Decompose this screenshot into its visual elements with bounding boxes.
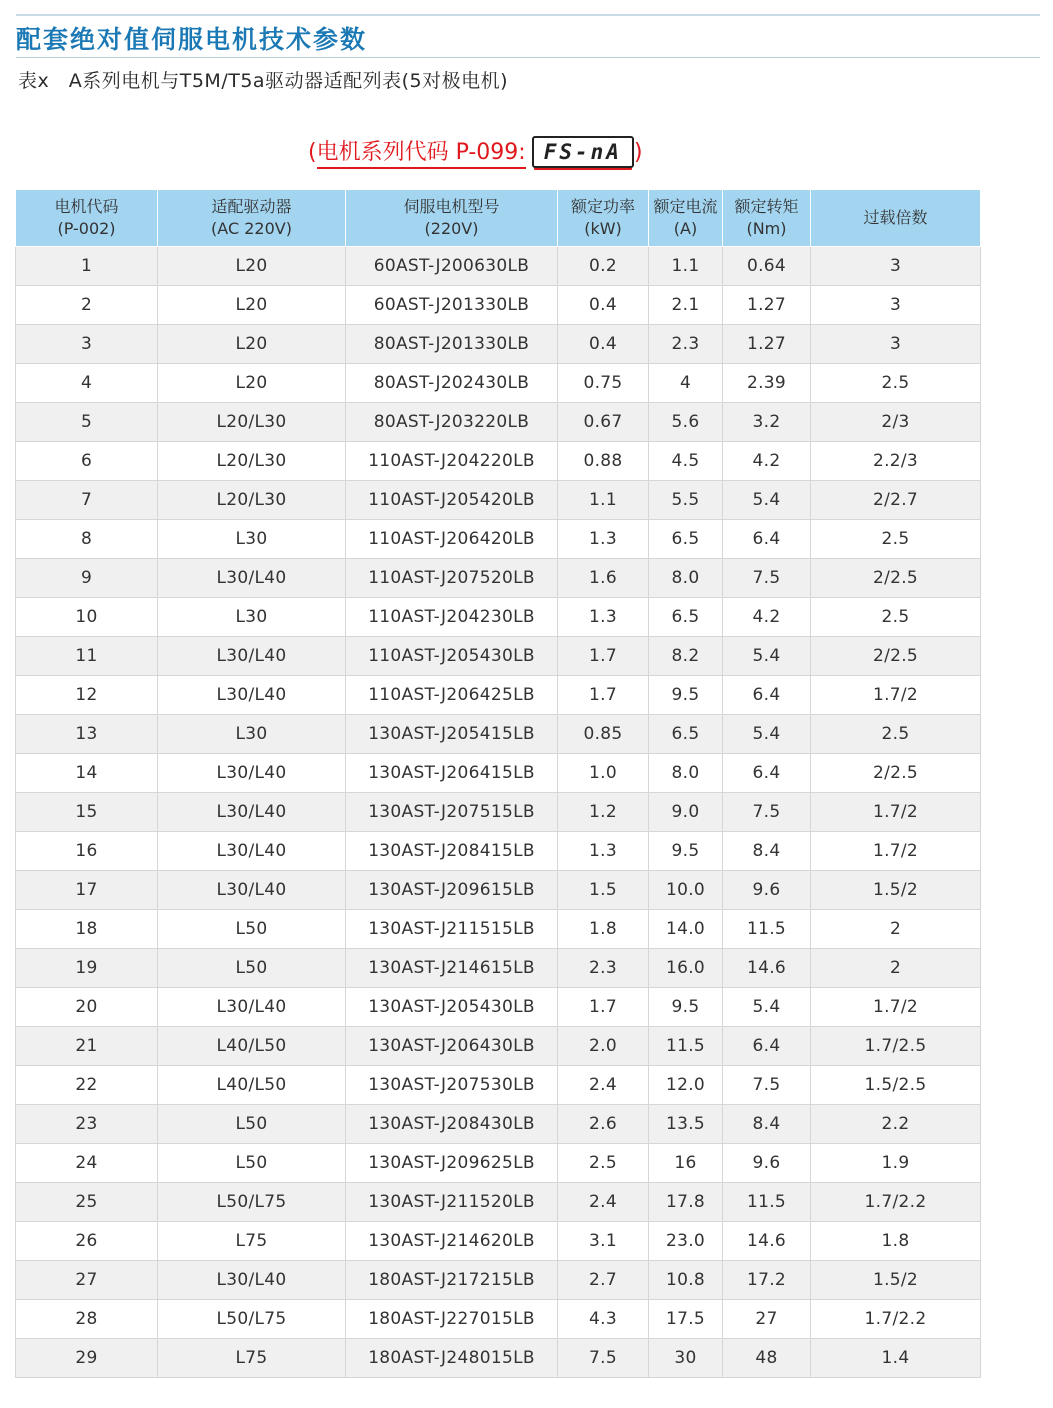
overload-ratio-cell: 1.7/2 [811, 793, 981, 832]
rated-power-cell: 2.4 [558, 1066, 649, 1105]
rated-current-cell: 8.2 [649, 637, 723, 676]
table-header-row [16, 190, 981, 247]
rated-current-cell: 16 [649, 1144, 723, 1183]
top-divider [16, 14, 1040, 16]
rated-power-cell: 1.0 [558, 754, 649, 793]
motor-model-cell: 80AST-J202430LB [346, 364, 558, 403]
motor-model-cell: 110AST-J204220LB [346, 442, 558, 481]
code-open-paren: ( [308, 139, 317, 165]
driver-cell: L20 [158, 247, 346, 286]
rated-current-cell: 17.5 [649, 1300, 723, 1339]
rated-current-cell: 23.0 [649, 1222, 723, 1261]
rated-torque-cell: 7.5 [723, 559, 811, 598]
motor-code-cell: 21 [16, 1027, 158, 1066]
header-overload-ratio: 过载倍数 [811, 190, 981, 247]
motor-model-cell: 80AST-J201330LB [346, 325, 558, 364]
driver-cell: L30/L40 [158, 637, 346, 676]
rated-power-cell: 2.5 [558, 1144, 649, 1183]
rated-torque-cell: 5.4 [723, 715, 811, 754]
table-row [16, 481, 981, 520]
rated-power-cell: 1.7 [558, 676, 649, 715]
rated-current-cell: 12.0 [649, 1066, 723, 1105]
motor-model-cell: 80AST-J203220LB [346, 403, 558, 442]
motor-code-cell: 7 [16, 481, 158, 520]
rated-torque-cell: 6.4 [723, 1027, 811, 1066]
table-row [16, 1066, 981, 1105]
rated-power-cell: 4.3 [558, 1300, 649, 1339]
motor-model-cell: 130AST-J209615LB [346, 871, 558, 910]
rated-torque-cell: 7.5 [723, 1066, 811, 1105]
rated-power-cell: 0.75 [558, 364, 649, 403]
rated-current-cell: 6.5 [649, 598, 723, 637]
driver-cell: L75 [158, 1222, 346, 1261]
table-row [16, 988, 981, 1027]
rated-current-cell: 8.0 [649, 754, 723, 793]
rated-torque-cell: 4.2 [723, 598, 811, 637]
rated-current-cell: 16.0 [649, 949, 723, 988]
rated-power-cell: 2.4 [558, 1183, 649, 1222]
motor-code-cell: 27 [16, 1261, 158, 1300]
rated-current-cell: 9.0 [649, 793, 723, 832]
rated-torque-cell: 17.2 [723, 1261, 811, 1300]
table-row [16, 598, 981, 637]
overload-ratio-cell: 1.7/2.2 [811, 1183, 981, 1222]
motor-code-cell: 29 [16, 1339, 158, 1378]
rated-current-cell: 2.1 [649, 286, 723, 325]
table-row [16, 832, 981, 871]
driver-cell: L30/L40 [158, 754, 346, 793]
driver-cell: L30/L40 [158, 988, 346, 1027]
overload-ratio-cell: 2/2.5 [811, 754, 981, 793]
driver-cell: L50/L75 [158, 1183, 346, 1222]
driver-cell: L40/L50 [158, 1027, 346, 1066]
motor-model-cell: 130AST-J205415LB [346, 715, 558, 754]
table-row [16, 1222, 981, 1261]
motor-code-cell: 25 [16, 1183, 158, 1222]
rated-power-cell: 1.6 [558, 559, 649, 598]
motor-code-cell: 9 [16, 559, 158, 598]
overload-ratio-cell: 2.2 [811, 1105, 981, 1144]
motor-model-cell: 110AST-J206425LB [346, 676, 558, 715]
driver-cell: L20/L30 [158, 481, 346, 520]
table-row [16, 286, 981, 325]
motor-model-cell: 110AST-J206420LB [346, 520, 558, 559]
rated-torque-cell: 2.39 [723, 364, 811, 403]
overload-ratio-cell: 2/2.7 [811, 481, 981, 520]
table-row [16, 910, 981, 949]
rated-current-cell: 4 [649, 364, 723, 403]
rated-power-cell: 2.0 [558, 1027, 649, 1066]
rated-torque-cell: 8.4 [723, 1105, 811, 1144]
motor-model-cell: 130AST-J211520LB [346, 1183, 558, 1222]
overload-ratio-cell: 1.5/2 [811, 871, 981, 910]
driver-cell: L30/L40 [158, 559, 346, 598]
header-rated-current: 额定电流 (A) [649, 190, 723, 247]
overload-ratio-cell: 2/2.5 [811, 637, 981, 676]
rated-current-cell: 4.5 [649, 442, 723, 481]
motor-model-cell: 130AST-J208430LB [346, 1105, 558, 1144]
motor-code-cell: 12 [16, 676, 158, 715]
header-rated-power: 额定功率 (kW) [558, 190, 649, 247]
motor-code-cell: 11 [16, 637, 158, 676]
rated-torque-cell: 14.6 [723, 1222, 811, 1261]
motor-code-cell: 28 [16, 1300, 158, 1339]
table-row [16, 559, 981, 598]
motor-code-cell: 5 [16, 403, 158, 442]
rated-current-cell: 6.5 [649, 520, 723, 559]
table-row [16, 1261, 981, 1300]
motor-code-cell: 19 [16, 949, 158, 988]
driver-cell: L20 [158, 364, 346, 403]
rated-torque-cell: 9.6 [723, 871, 811, 910]
rated-current-cell: 1.1 [649, 247, 723, 286]
rated-torque-cell: 14.6 [723, 949, 811, 988]
rated-power-cell: 2.7 [558, 1261, 649, 1300]
rated-power-cell: 0.4 [558, 286, 649, 325]
table-row [16, 1144, 981, 1183]
overload-ratio-cell: 3 [811, 325, 981, 364]
rated-power-cell: 1.2 [558, 793, 649, 832]
header-motor-code: 电机代码 (P-002) [16, 190, 158, 247]
rated-current-cell: 9.5 [649, 988, 723, 1027]
table-row [16, 1183, 981, 1222]
motor-model-cell: 130AST-J208415LB [346, 832, 558, 871]
motor-model-cell: 130AST-J206415LB [346, 754, 558, 793]
rated-torque-cell: 5.4 [723, 481, 811, 520]
motor-code-cell: 2 [16, 286, 158, 325]
header-driver: 适配驱动器 (AC 220V) [158, 190, 346, 247]
motor-code-cell: 6 [16, 442, 158, 481]
motor-model-cell: 110AST-J205420LB [346, 481, 558, 520]
rated-power-cell: 1.8 [558, 910, 649, 949]
rated-torque-cell: 48 [723, 1339, 811, 1378]
rated-torque-cell: 3.2 [723, 403, 811, 442]
table-row [16, 793, 981, 832]
rated-power-cell: 1.5 [558, 871, 649, 910]
rated-current-cell: 11.5 [649, 1027, 723, 1066]
rated-torque-cell: 5.4 [723, 988, 811, 1027]
motor-series-code-label: 电机系列代码 P-099: [317, 135, 526, 169]
table-row [16, 715, 981, 754]
table-row [16, 1027, 981, 1066]
table-row [16, 325, 981, 364]
rated-torque-cell: 6.4 [723, 754, 811, 793]
motor-code-cell: 24 [16, 1144, 158, 1183]
overload-ratio-cell: 2.5 [811, 520, 981, 559]
table-row [16, 364, 981, 403]
rated-power-cell: 3.1 [558, 1222, 649, 1261]
overload-ratio-cell: 3 [811, 286, 981, 325]
driver-cell: L50 [158, 910, 346, 949]
rated-torque-cell: 8.4 [723, 832, 811, 871]
rated-power-cell: 1.7 [558, 637, 649, 676]
rated-power-cell: 0.2 [558, 247, 649, 286]
driver-cell: L20 [158, 286, 346, 325]
driver-cell: L30/L40 [158, 676, 346, 715]
motor-code-cell: 8 [16, 520, 158, 559]
rated-current-cell: 8.0 [649, 559, 723, 598]
overload-ratio-cell: 2 [811, 910, 981, 949]
motor-code-cell: 16 [16, 832, 158, 871]
driver-cell: L30 [158, 520, 346, 559]
header-rated-torque: 额定转矩 (Nm) [723, 190, 811, 247]
rated-torque-cell: 7.5 [723, 793, 811, 832]
overload-ratio-cell: 1.7/2 [811, 832, 981, 871]
rated-torque-cell: 1.27 [723, 286, 811, 325]
motor-model-cell: 180AST-J227015LB [346, 1300, 558, 1339]
motor-model-cell: 130AST-J207515LB [346, 793, 558, 832]
rated-torque-cell: 1.27 [723, 325, 811, 364]
driver-cell: L75 [158, 1339, 346, 1378]
motor-code-cell: 23 [16, 1105, 158, 1144]
motor-code-cell: 22 [16, 1066, 158, 1105]
rated-power-cell: 1.7 [558, 988, 649, 1027]
motor-model-cell: 130AST-J207530LB [346, 1066, 558, 1105]
motor-model-cell: 60AST-J200630LB [346, 247, 558, 286]
code-close-paren: ) [633, 139, 643, 165]
rated-current-cell: 13.5 [649, 1105, 723, 1144]
rated-torque-cell: 27 [723, 1300, 811, 1339]
rated-power-cell: 1.1 [558, 481, 649, 520]
rated-power-cell: 1.3 [558, 598, 649, 637]
overload-ratio-cell: 1.5/2 [811, 1261, 981, 1300]
motor-model-cell: 130AST-J214620LB [346, 1222, 558, 1261]
motor-code-cell: 18 [16, 910, 158, 949]
driver-cell: L30 [158, 598, 346, 637]
motor-model-cell: 110AST-J205430LB [346, 637, 558, 676]
overload-ratio-cell: 1.9 [811, 1144, 981, 1183]
table-row [16, 1339, 981, 1378]
motor-model-cell: 110AST-J204230LB [346, 598, 558, 637]
overload-ratio-cell: 2.5 [811, 598, 981, 637]
driver-cell: L30/L40 [158, 832, 346, 871]
driver-cell: L50/L75 [158, 1300, 346, 1339]
rated-torque-cell: 6.4 [723, 676, 811, 715]
rated-power-cell: 2.6 [558, 1105, 649, 1144]
rated-torque-cell: 11.5 [723, 1183, 811, 1222]
motor-model-cell: 180AST-J248015LB [346, 1339, 558, 1378]
motor-code-cell: 14 [16, 754, 158, 793]
motor-code-cell: 13 [16, 715, 158, 754]
table-row [16, 403, 981, 442]
driver-cell: L20 [158, 325, 346, 364]
rated-current-cell: 5.6 [649, 403, 723, 442]
driver-cell: L50 [158, 1144, 346, 1183]
motor-model-cell: 130AST-J206430LB [346, 1027, 558, 1066]
motor-code-cell: 17 [16, 871, 158, 910]
table-row [16, 1300, 981, 1339]
rated-current-cell: 10.0 [649, 871, 723, 910]
motor-model-cell: 130AST-J209625LB [346, 1144, 558, 1183]
driver-cell: L20/L30 [158, 442, 346, 481]
driver-cell: L50 [158, 949, 346, 988]
rated-current-cell: 30 [649, 1339, 723, 1378]
table-row [16, 949, 981, 988]
motor-model-cell: 130AST-J211515LB [346, 910, 558, 949]
rated-power-cell: 0.67 [558, 403, 649, 442]
rated-current-cell: 14.0 [649, 910, 723, 949]
motor-series-code-display: FS-nA [532, 136, 634, 168]
rated-torque-cell: 9.6 [723, 1144, 811, 1183]
motor-model-cell: 60AST-J201330LB [346, 286, 558, 325]
rated-power-cell: 7.5 [558, 1339, 649, 1378]
rated-current-cell: 5.5 [649, 481, 723, 520]
table-row [16, 247, 981, 286]
overload-ratio-cell: 2 [811, 949, 981, 988]
table-row [16, 754, 981, 793]
rated-torque-cell: 11.5 [723, 910, 811, 949]
driver-cell: L30 [158, 715, 346, 754]
overload-ratio-cell: 1.4 [811, 1339, 981, 1378]
rated-current-cell: 6.5 [649, 715, 723, 754]
rated-current-cell: 17.8 [649, 1183, 723, 1222]
motor-model-cell: 130AST-J214615LB [346, 949, 558, 988]
rated-power-cell: 1.3 [558, 520, 649, 559]
rated-torque-cell: 4.2 [723, 442, 811, 481]
motor-series-code-line [308, 132, 643, 172]
rated-current-cell: 9.5 [649, 676, 723, 715]
motor-model-cell: 110AST-J207520LB [346, 559, 558, 598]
motor-model-cell: 180AST-J217215LB [346, 1261, 558, 1300]
rated-power-cell: 0.85 [558, 715, 649, 754]
overload-ratio-cell: 1.7/2.5 [811, 1027, 981, 1066]
driver-cell: L50 [158, 1105, 346, 1144]
overload-ratio-cell: 3 [811, 247, 981, 286]
motor-code-cell: 26 [16, 1222, 158, 1261]
overload-ratio-cell: 1.7/2.2 [811, 1300, 981, 1339]
driver-cell: L30/L40 [158, 871, 346, 910]
title-divider [16, 57, 1040, 58]
overload-ratio-cell: 1.7/2 [811, 676, 981, 715]
rated-current-cell: 10.8 [649, 1261, 723, 1300]
overload-ratio-cell: 2/3 [811, 403, 981, 442]
overload-ratio-cell: 2.2/3 [811, 442, 981, 481]
rated-torque-cell: 5.4 [723, 637, 811, 676]
overload-ratio-cell: 2/2.5 [811, 559, 981, 598]
overload-ratio-cell: 2.5 [811, 715, 981, 754]
table-row [16, 1105, 981, 1144]
rated-current-cell: 9.5 [649, 832, 723, 871]
table-row [16, 442, 981, 481]
driver-cell: L30/L40 [158, 1261, 346, 1300]
driver-cell: L40/L50 [158, 1066, 346, 1105]
rated-power-cell: 0.88 [558, 442, 649, 481]
header-motor-model: 伺服电机型号 (220V) [346, 190, 558, 247]
overload-ratio-cell: 1.7/2 [811, 988, 981, 1027]
driver-cell: L30/L40 [158, 793, 346, 832]
motor-adaptation-table [15, 189, 981, 1378]
table-row [16, 676, 981, 715]
table-caption: 表x A系列电机与T5M/T5a驱动器适配列表(5对极电机) [18, 70, 508, 92]
rated-current-cell: 2.3 [649, 325, 723, 364]
table-row [16, 637, 981, 676]
table-row [16, 871, 981, 910]
overload-ratio-cell: 1.5/2.5 [811, 1066, 981, 1105]
table-row [16, 520, 981, 559]
rated-power-cell: 2.3 [558, 949, 649, 988]
motor-code-cell: 3 [16, 325, 158, 364]
rated-torque-cell: 0.64 [723, 247, 811, 286]
page-title: 配套绝对值伺服电机技术参数 [16, 25, 368, 54]
motor-code-cell: 10 [16, 598, 158, 637]
driver-cell: L20/L30 [158, 403, 346, 442]
motor-code-cell: 1 [16, 247, 158, 286]
motor-model-cell: 130AST-J205430LB [346, 988, 558, 1027]
rated-power-cell: 0.4 [558, 325, 649, 364]
motor-code-cell: 4 [16, 364, 158, 403]
rated-power-cell: 1.3 [558, 832, 649, 871]
rated-torque-cell: 6.4 [723, 520, 811, 559]
overload-ratio-cell: 2.5 [811, 364, 981, 403]
motor-code-cell: 20 [16, 988, 158, 1027]
overload-ratio-cell: 1.8 [811, 1222, 981, 1261]
motor-code-cell: 15 [16, 793, 158, 832]
